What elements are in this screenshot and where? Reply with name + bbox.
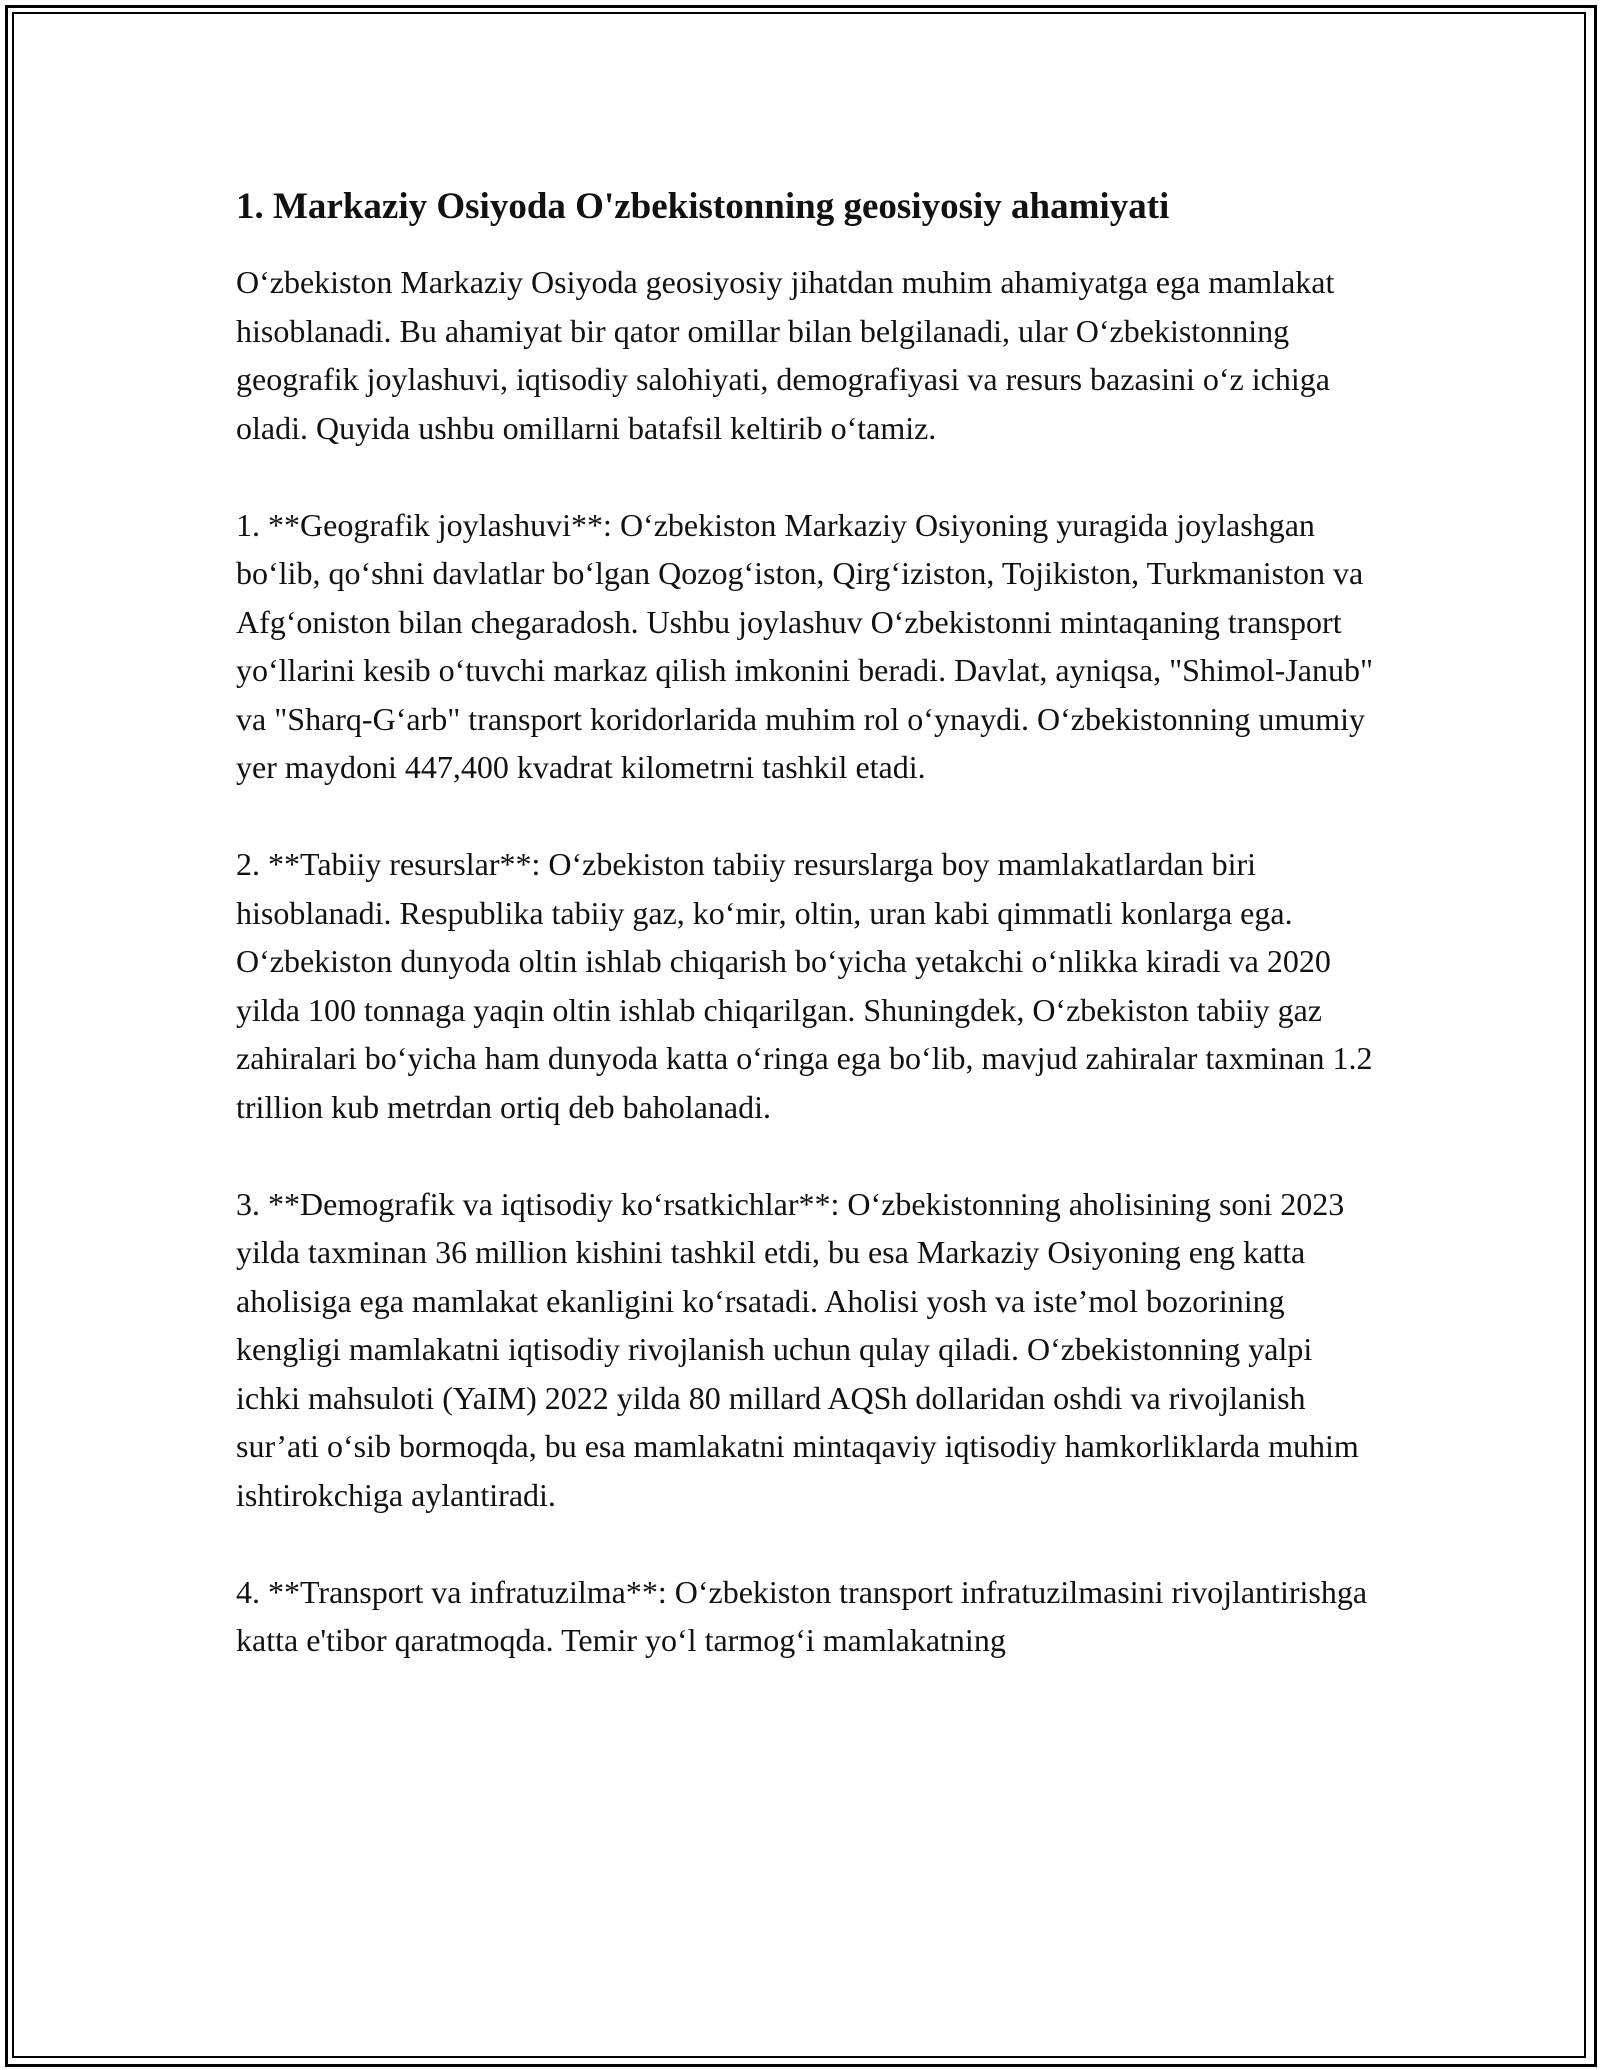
paragraph-geographic-location: 1. **Geografik joylashuvi**: O‘zbekiston Markaziy Osiyoning yuragida joylashgan bo‘lib, qo‘shni davlatlar bo‘lgan Qozog‘iston, Qirg‘iziston, Tojikiston, Turkmaniston va Afg‘oniston bilan chegaradosh. Ushbu joylashuv O‘zbekistonni mintaqaning transport yo‘llarini kesib o‘tuvchi markaz qilish imkonini beradi. Davlat, ayniqsa, "Shimol-Janub" va "Sharq-G‘arb" transport koridorlarida muhim rol o‘ynaydi. O‘zbekistonning umumiy yer maydoni 447,400 kvadrat kilometrni tashkil etadi. xyxy=(236,506,1374,785)
paragraph-natural-resources: 2. **Tabiiy resurslar**: O‘zbekiston tabiiy resurslarga boy mamlakatlardan biri hisoblanadi. Respublika tabiiy gaz, ko‘mir, oltin, uran kabi qimmatli konlarga ega. O‘zbekiston dunyoda oltin ishlab chiqarish bo‘yicha yetakchi o‘nlikka kiradi va 2020 yilda 100 tonnaga yaqin oltin ishlab chiqarilgan. Shuningdek, O‘zbekiston tabiiy gaz zahiralari bo‘yicha ham dunyoda katta o‘ringa ega bo‘lib, mavjud zahiralar taxminan 1.2 trillion kub metrdan ortiq deb baholanadi. xyxy=(236,846,1373,1125)
intro-paragraph: O‘zbekiston Markaziy Osiyoda geosiyosiy jihatdan muhim ahamiyatga ega mamlakat hisoblanadi. Bu ahamiyat bir qator omillar bilan belgilanadi, ular O‘zbekistonning geografik joylashuvi, iqtisodiy salohiyati, demografiyasi va resurs bazasini o‘z ichiga oladi. Quyida ushbu omillarni batafsil keltirib o‘tamiz. xyxy=(236,264,1335,446)
paragraph-transport-infrastructure: 4. **Transport va infratuzilma**: O‘zbekiston transport infratuzilmasini rivojlantirishga katta e'tibor qaratmoqda. Temir yo‘l tarmog‘i mamlakatning xyxy=(236,1573,1368,1658)
document-body xyxy=(236,185,1376,1665)
paragraph-demographic-economic: 3. **Demografik va iqtisodiy ko‘rsatkichlar**: O‘zbekistonning aholisining soni 2023 yilda taxminan 36 million kishini tashkil etdi, bu esa Markaziy Osiyoning eng katta aholisiga ega mamlakat ekanligini ko‘rsatadi. Aholisi yosh va iste’mol bozorining kengligi mamlakatni iqtisodiy rivojlanish uchun qulay qiladi. O‘zbekistonning yalpi ichki mahsuloti (YaIM) 2022 yilda 80 millard AQSh dollaridan oshdi va rivojlanish sur’ati o‘sib bormoqda, bu esa mamlakatni mintaqaviy iqtisodiy hamkorliklarda muhim ishtirokchiga aylantiradi. xyxy=(236,1185,1359,1513)
section-heading: 1. Markaziy Osiyoda O'zbekistonning geosiyosiy ahamiyati xyxy=(236,186,1170,227)
